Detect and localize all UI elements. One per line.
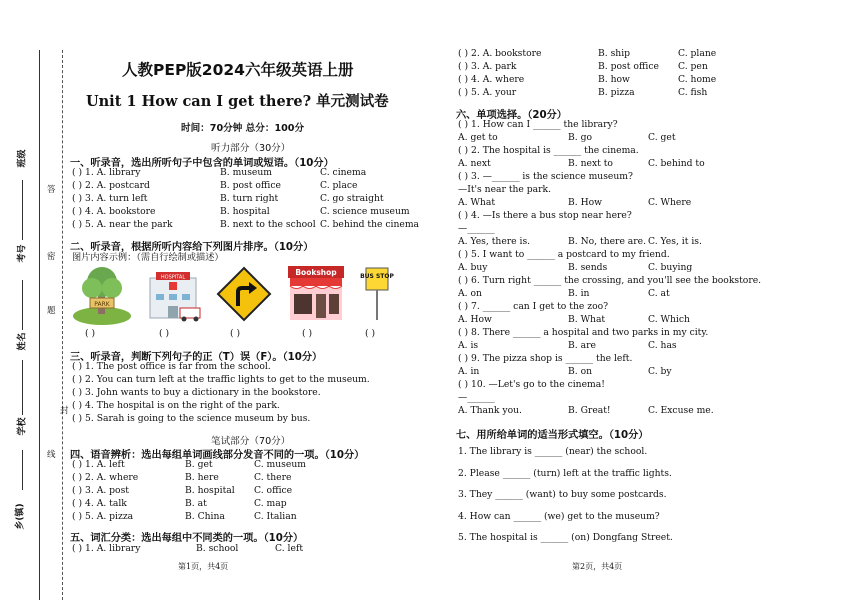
list-item: ( ) 3. John wants to buy a dictionary in the bookstore.: [72, 387, 321, 398]
name-label: 姓名: [17, 332, 28, 351]
section-2-note: 图片内容示例：（需自行绘制或描述）: [72, 252, 224, 263]
page-title: 人教PEP版2024六年级英语上册: [122, 61, 354, 79]
written-header: 笔试部分（70分）: [211, 436, 291, 447]
turn-right-sign-icon: [216, 266, 272, 324]
section-1-title: 一、听录音，选出所听句子中包含的单词或短语。（10分）: [70, 158, 334, 169]
exam-number-field: [22, 280, 23, 330]
class-field: [22, 180, 23, 240]
svg-text:PARK: PARK: [94, 301, 110, 308]
list-item: 4. How can ______ (we) get to the museum?: [458, 511, 660, 522]
hospital-picture: [142, 266, 204, 324]
seal-char: 密: [47, 252, 56, 262]
list-item: 1. The library is ______ (near) the school.: [458, 446, 648, 457]
section-5-title: 五、词汇分类：选出每组中不同类的一项。（10分）: [70, 533, 304, 544]
section-3-title: 三、听录音，判断下列句子的正（T）误（F）。（10分）: [70, 352, 323, 363]
seal-line: [62, 50, 63, 600]
page-number-right: 第2页，共4页: [572, 562, 623, 571]
picture-blank-4: ( ): [302, 328, 313, 339]
bus-stop-sign-icon: [362, 266, 392, 322]
list-item: ( ) 1. The post office is far from the school.: [72, 361, 271, 372]
list-item: ( ) 5. Sarah is going to the science museum by bus.: [72, 413, 311, 424]
picture-blank-2: ( ): [159, 328, 170, 339]
list-item: 2. Please ______ (turn) left at the traffic lights.: [458, 468, 672, 479]
list-item: ( ) 4. The hospital is on the right of the park.: [72, 400, 280, 411]
svg-text:BUS STOP: BUS STOP: [360, 273, 394, 280]
binding-line: [39, 50, 40, 600]
section-7-title: 七、用所给单词的适当形式填空。（10分）: [456, 430, 649, 441]
seal-char: 线: [47, 450, 56, 460]
question-stem: ( ) 6. Turn right ______ the crossing, and you'll see the bookstore.: [458, 275, 762, 286]
section-6-title: 六、单项选择。（20分）: [456, 110, 567, 121]
name-field: [22, 360, 23, 415]
svg-text:HOSPITAL: HOSPITAL: [160, 274, 186, 281]
class-label: 班级: [17, 149, 28, 168]
question-stem-answer: —It's near the park.: [458, 184, 552, 195]
question-stem: ( ) 7. ______ can I get to the zoo?: [458, 301, 609, 312]
list-item: 3. They ______ (want) to buy some postcards.: [458, 489, 667, 500]
school-label: 学校: [17, 417, 28, 436]
question-stem: ( ) 1. How can I ______ the library?: [458, 119, 618, 130]
question-stem: ( ) 9. The pizza shop is ______ the left.: [458, 353, 633, 364]
section-2-title: 二、听录音，根据所听内容给下列图片排序。（10分）: [70, 242, 314, 253]
page-number-left: 第1页，共4页: [178, 562, 229, 571]
park-picture: [72, 266, 132, 324]
township-label: 乡(镇): [15, 503, 26, 530]
picture-blank-1: ( ): [85, 328, 96, 339]
picture-blank-5: ( ): [365, 328, 376, 339]
question-stem: ( ) 2. The hospital is ______ the cinema.: [458, 145, 639, 156]
exam-number-label: 考号: [17, 244, 28, 263]
bookshop-picture: [286, 264, 346, 324]
question-stem-answer: —______: [458, 392, 495, 403]
exam-info: 时间：70分钟 总分：100分: [181, 123, 305, 134]
school-field: [22, 450, 23, 490]
listening-header: 听力部分（30分）: [211, 143, 291, 154]
picture-blank-3: ( ): [230, 328, 241, 339]
section-4-title: 四、语音辨析：选出每组单词画线部分发音不同的一项。（10分）: [70, 450, 365, 461]
seal-char: 封: [60, 406, 69, 416]
page-subtitle: Unit 1 How can I get there? 单元测试卷: [86, 93, 389, 110]
question-stem: ( ) 8. There ______ a hospital and two parks in my city.: [458, 327, 709, 338]
question-stem: ( ) 4. —Is there a bus stop near here?: [458, 210, 632, 221]
question-stem: ( ) 5. I want to ______ a postcard to my friend.: [458, 249, 670, 260]
list-item: ( ) 2. You can turn left at the traffic lights to get to the museum.: [72, 374, 370, 385]
list-item: 5. The hospital is ______ (on) Dongfang Street.: [458, 532, 673, 543]
svg-text:Bookshop: Bookshop: [295, 268, 337, 277]
question-stem: ( ) 3. —______ is the science museum?: [458, 171, 633, 182]
seal-char: 题: [47, 306, 56, 316]
question-stem-answer: —______: [458, 223, 495, 234]
question-stem: ( ) 10. —Let's go to the cinema!: [458, 379, 605, 390]
seal-char: 答: [47, 185, 56, 195]
